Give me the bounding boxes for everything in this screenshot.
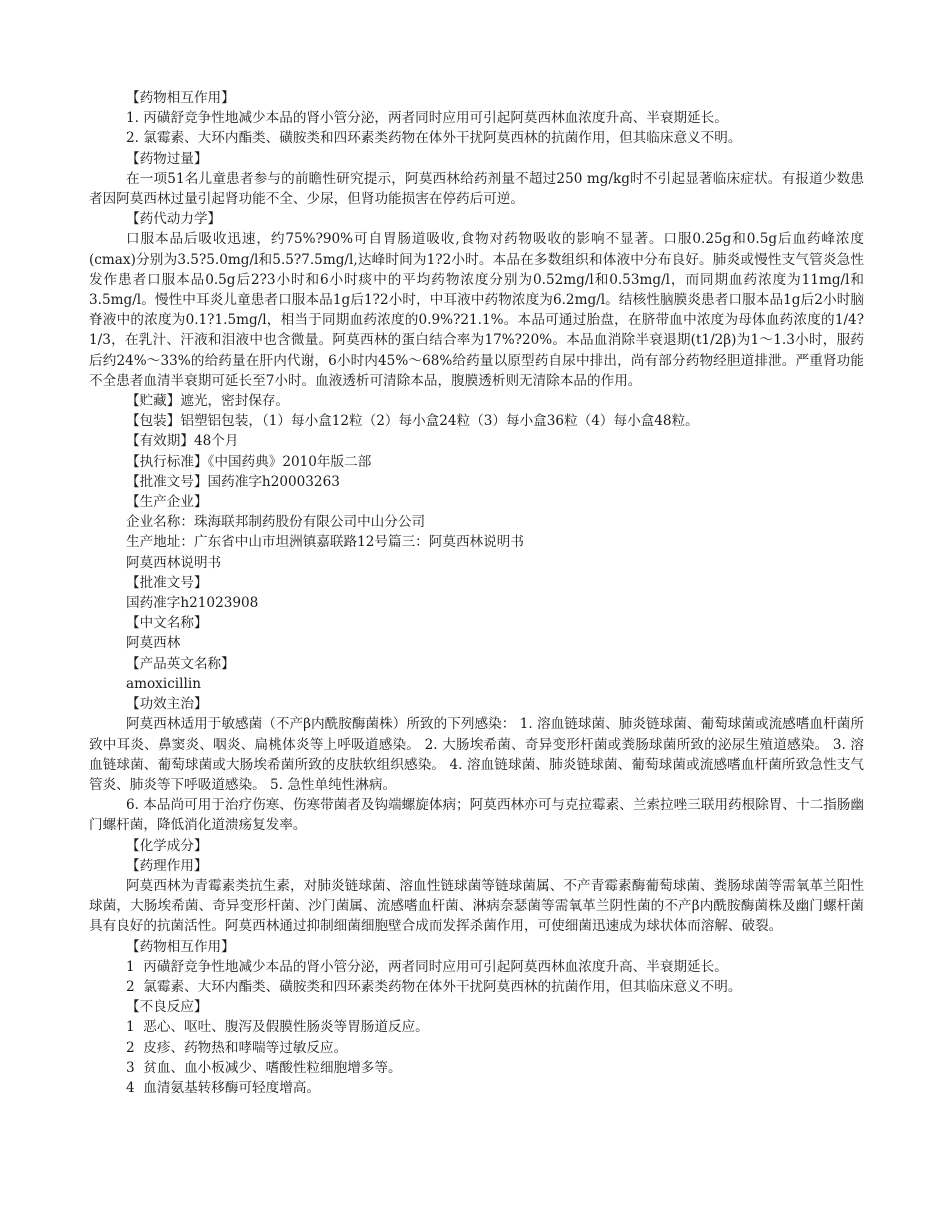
document-page [89,88,864,1098]
paragraph: 阿莫西林适用于敏感菌（不产β内酰胺酶菌株）所致的下列感染： 1. 溶血链球菌、肺炎链球菌、葡萄球菌或流感嗜血杆菌所致中耳炎、鼻窦炎、咽炎、扁桃体炎等上呼吸道感染。 2. 大肠埃希菌、奇异变形杆菌或粪肠球菌所致的泌尿生殖道感染。 3. 溶血链球菌、葡萄球菌或大肠埃希菌所致的皮肤软组织感染。 4. 溶血链球菌、肺炎链球菌、葡萄球菌或流感嗜血杆菌所致急性支气管炎、肺炎等下呼吸道感染。 5. 急性单纯性淋病。 [89,716,864,793]
text-line: 2 氯霉素、大环内酯类、磺胺类和四环素类药物在体外干扰阿莫西林的抗菌作用，但其临床意义不明。 [126,978,742,995]
section-heading: 【批准文号】国药准字h20003263 [126,473,340,490]
text-line: 企业名称：珠海联邦制药股份有限公司中山分公司 [126,514,426,531]
text-line: 1. 丙磺舒竞争性地减少本品的肾小管分泌，两者同时应用可引起阿莫西林血浓度升高、半衰期延长。 [126,110,728,127]
section-heading: 【贮藏】遮光，密封保存。 [126,393,290,410]
section-heading: 【药理作用】 [126,857,208,874]
section-heading: 【药物相互作用】 [126,90,235,106]
text-line: 阿莫西林说明书 [126,554,222,571]
section-heading: 【执行标准】《中国药典》2010年版二部 [126,453,372,470]
section-heading: 【不良反应】 [126,999,208,1016]
text-line: 1 恶心、呕吐、腹泻及假膜性肠炎等胃肠道反应。 [126,1019,429,1036]
section-heading: 【生产企业】 [126,494,208,511]
section-heading: 【有效期】48个月 [126,433,239,450]
section-heading: 【药代动力学】 [126,211,222,228]
text-line: 4 血清氨基转移酶可轻度增高。 [126,1079,321,1096]
section-heading: 【产品英文名称】 [126,655,235,672]
text-line: 阿莫西林 [126,635,181,652]
section-heading: 【药物相互作用】 [126,938,235,955]
section-heading: 【中文名称】 [126,615,208,632]
text-line: 1 丙磺舒竞争性地减少本品的肾小管分泌，两者同时应用可引起阿莫西林血浓度升高、半衰期延长。 [126,958,728,975]
section-heading: 【包装】铝塑铝包装，（1）每小盒12粒（2）每小盒24粒（3）每小盒36粒（4）每小盒48粒。 [126,413,699,430]
text-line: 2. 氯霉素、大环内酯类、磺胺类和四环素类药物在体外干扰阿莫西林的抗菌作用，但其临床意义不明。 [126,130,742,147]
text-line: 生产地址：广东省中山市坦洲镇嘉联路12号篇三：阿莫西林说明书 [126,534,524,551]
section-heading: 【化学成分】 [126,837,208,854]
text-line: 3 贫血、血小板减少、嗜酸性粒细胞增多等。 [126,1059,402,1076]
paragraph: 在一项51名儿童患者参与的前瞻性研究提示，阿莫西林给药剂量不超过250 mg/kg时不引起显著临床症状。有报道少数患者因阿莫西林过量引起肾功能不全、少尿，但肾功能损害在停药后可逆。 [89,170,864,208]
paragraph: 6. 本品尚可用于治疗伤寒、伤寒带菌者及钩端螺旋体病；阿莫西林亦可与克拉霉素、兰索拉唑三联用药根除胃、十二指肠幽门螺杆菌，降低消化道溃疡复发率。 [89,797,864,834]
section-heading: 【批准文号】 [126,574,208,591]
text-line: 2 皮疹、药物热和哮喘等过敏反应。 [126,1039,348,1056]
section-heading: 【药物过量】 [126,150,208,167]
text-line: 国药准字h21023908 [126,595,259,612]
paragraph: 口服本品后吸收迅速，约75%?90%可自胃肠道吸收,食物对药物吸收的影响不显著。口服0.25g和0.5g后血药峰浓度(cmax)分别为3.5?5.0mg/l和5.5?7.5mg/l,达峰时间为1?2小时。本品在多数组织和体液中分布良好。肺炎或慢性支气管炎急性发作患者口服本品0.5g后2?3小时和6小时痰中的平均药物浓度分别为0.52mg/l和0.53mg/l，而同期血药浓度为11mg/l和3.5mg/l。慢性中耳炎儿童患者口服本品1g后1?2小时，中耳液中药物浓度为6.2mg/l。结核性脑膜炎患者口服本品1g后2小时脑脊液中的浓度为0.1?1.5mg/l，相当于同期血药浓度的0.9%?21.1%。本品可通过胎盘，在脐带血中浓度为母体血药浓度的1/4?1/3，在乳汁、汗液和泪液中也含微量。阿莫西林的蛋白结合率为17%?20%。本品血消除半衰退期(t1/2β)为1～1.3小时，服药后约24%～33%的给药量在肝内代谢，6小时内45%～68%给药量以原型药自尿中排出，尚有部分药物经胆道排泄。严重肾功能不全患者血清半衰期可延长至7小时。血液透析可清除本品，腹膜透析则无清除本品的作用。 [89,231,864,389]
section-heading: 【功效主治】 [126,696,208,713]
text-line: amoxicillin [126,675,201,692]
paragraph: 阿莫西林为青霉素类抗生素，对肺炎链球菌、溶血性链球菌等链球菌属、不产青霉素酶葡萄球菌、粪肠球菌等需氧革兰阳性球菌，大肠埃希菌、奇异变形杆菌、沙门菌属、流感嗜血杆菌、淋病奈瑟菌等需氧革兰阴性菌的不产β内酰胺酶菌株及幽门螺杆菌具有良好的抗菌活性。阿莫西林通过抑制细菌细胞壁合成而发挥杀菌作用，可使细菌迅速成为球状体而溶解、破裂。 [89,877,864,935]
